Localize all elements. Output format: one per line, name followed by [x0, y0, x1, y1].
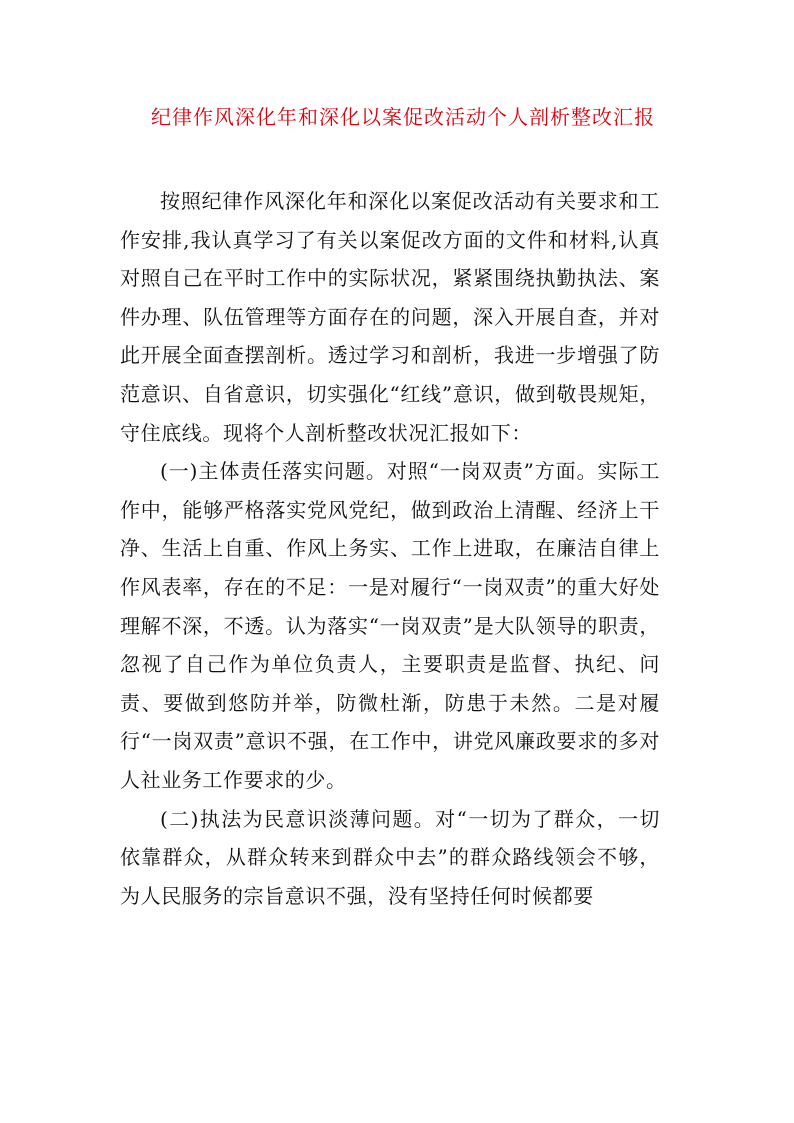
paragraph-section-2: (二)执法为民意识淡薄问题。对“一切为了群众，一切依靠群众，从群众转来到群众中去”的群众路线领会不够，为人民服务的宗旨意识不强，没有坚持任何时候都要: [120, 806, 660, 908]
document-title: 纪律作风深化年和深化以案促改活动个人剖析整改汇报: [151, 105, 655, 129]
paragraph-intro: 按照纪律作风深化年和深化以案促改活动有关要求和工作安排,我认真学习了有关以案促改方面的文件和材料,认真对照自己在平时工作中的实际状况，紧紧围绕执勤执法、案件办理、队伍管理等方面存在的问题，深入开展自查，并对此开展全面查摆剖析。透过学习和剖析，我进一步增强了防范意识、自省意识，切实强化“红线”意识，做到敬畏规矩，守住底线。现将个人剖析整改状况汇报如下：: [120, 189, 660, 445]
document-body: [120, 182, 660, 915]
paragraph-section-1: (一)主体责任落实问题。对照“一岗双责”方面。实际工作中，能够严格落实党风党纪，做到政治上清醒、经济上干净、生活上自重、作风上务实、工作上进取，在廉洁自律上作风表率，存在的不足：一是对履行“一岗双责”的重大好处理解不深，不透。认为落实“一岗双责”是大队领导的职责，忽视了自己作为单位负责人，主要职责是监督、执纪、问责、要做到悠防并举，防微杜渐，防患于未然。二是对履行“一岗双责”意识不强，在工作中，讲党风廉政要求的多对人社业务工作要求的少。: [120, 459, 660, 792]
